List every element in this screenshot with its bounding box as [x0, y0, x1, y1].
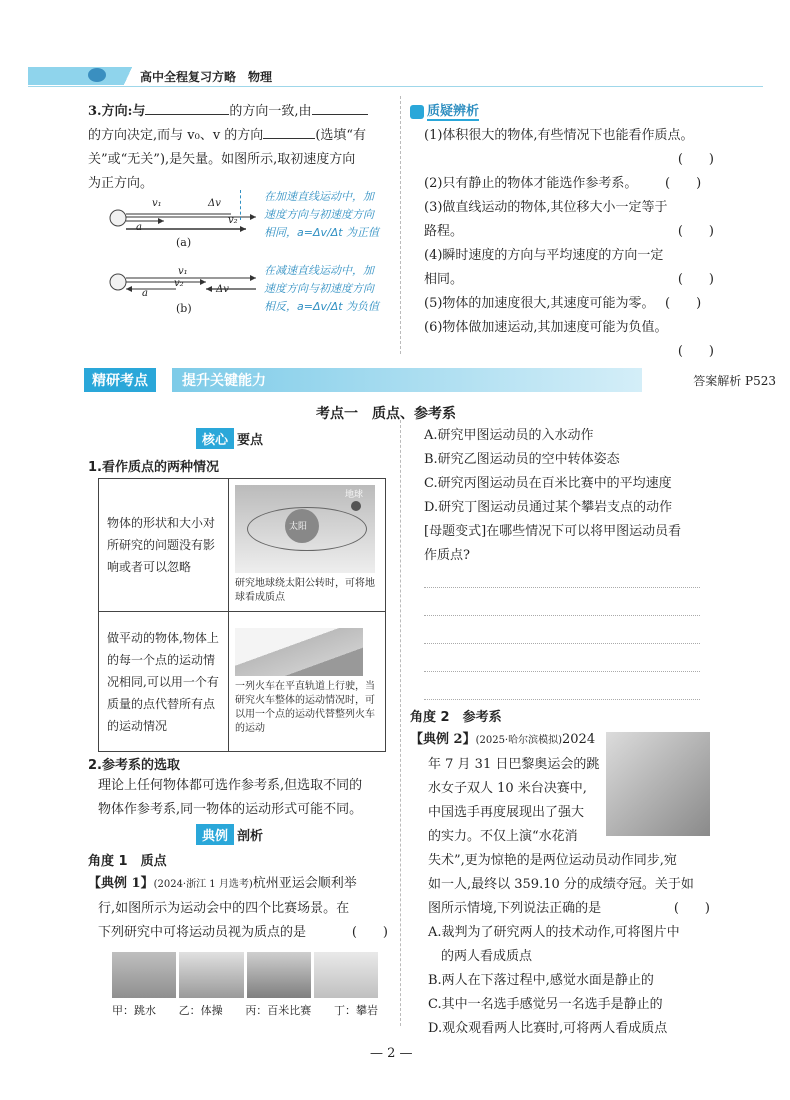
fig-a-dv: Δv [208, 198, 221, 209]
section-title: 精研考点 [84, 368, 156, 392]
heading-2: 2.参考系的选取 [88, 758, 180, 773]
example-1-options [424, 424, 714, 568]
quiz-paren[interactable]: ( ) [677, 272, 714, 287]
ex2-paren[interactable]: ( ) [673, 901, 710, 916]
quiz-paren[interactable]: ( ) [665, 176, 702, 191]
example-tag [196, 824, 263, 845]
quiz-item: (3)做直线运动的物体,其位移大小一定等于 [424, 200, 668, 215]
ex2-label: 【典例 2】 [410, 732, 476, 747]
header-divider [28, 86, 763, 87]
option-a[interactable]: A.研究甲图运动员的入水动作 [424, 428, 594, 443]
q3-block [88, 100, 393, 196]
ex2-source: (2025·哈尔滨模拟) [475, 735, 563, 746]
variant-question: 作质点? [424, 548, 470, 563]
quiz-items [424, 124, 714, 364]
quiz-paren[interactable]: ( ) [677, 224, 714, 239]
solar-orbit-image [235, 485, 375, 573]
quiz-item: (6)物体做加速运动,其加速度可能为负值。 [424, 320, 668, 335]
option-a[interactable]: A.裁判为了研究两人的技术动作,可将图片中 [428, 925, 680, 940]
fig-a-v1: v₁ [152, 198, 162, 209]
topic-title: 考点一 质点、参考系 [316, 406, 456, 422]
ex2-text: 失术”,更为惊艳的是两位运动员动作同步,宛 [428, 853, 677, 868]
quiz-title: 质疑辨析 [427, 104, 480, 119]
column-divider-top [400, 96, 401, 354]
angle-2-heading: 角度 2 参考系 [410, 710, 502, 725]
ref-frame-paragraph [98, 774, 388, 822]
table-row2-text: 做平动的物体,物体上的每一个点的运动情况相同,可以用一个有质量的点代替所有点的运动情况 [99, 612, 229, 752]
quiz-item: (2)只有静止的物体才能选作参考系。 [424, 176, 638, 191]
ex2-text: 中国选手再度展现出了强大 [428, 805, 585, 820]
q3-text-1a: 3.方向:与 [88, 104, 146, 119]
q3-text-2a: 的方向决定,而与 v₀、v 的方向 [88, 128, 264, 143]
q3-text-3: 关”或“无关”),是矢量。如图所示,取初速度方向 [88, 152, 356, 167]
quiz-item: (5)物体的加速度很大,其速度可能为零。 [424, 296, 655, 311]
section-subtitle: 提升关键能力 [172, 368, 642, 392]
ex2-text: 水女子双人 10 米台决赛中, [428, 781, 587, 796]
header-logo-icon [88, 68, 106, 82]
option-b[interactable]: B.两人在下落过程中,感觉水面是静止的 [428, 973, 654, 988]
caption-climbing: 丁：攀岩 [333, 1004, 378, 1017]
header-bar-edge [118, 67, 138, 85]
quiz-paren[interactable]: ( ) [677, 344, 714, 359]
fig-a-pointer [240, 190, 260, 220]
fig-b-v1: v₁ [178, 266, 188, 277]
caption-sprint: 丙：百米比赛 [245, 1004, 312, 1017]
ex1-source: (2024·浙江 1 月选考) [153, 879, 253, 890]
train-image [235, 628, 363, 676]
earth-label: 地球 [345, 490, 364, 500]
blank-1[interactable] [145, 101, 229, 115]
quiz-paren[interactable]: ( ) [665, 296, 702, 311]
table-row1-figure [229, 479, 386, 612]
fig-a-a: a [136, 222, 142, 233]
ex2-text: 图所示情境,下列说法正确的是 [428, 901, 602, 916]
row2-caption: 一列火车在平直轨道上行驶，当研究火车整体的运动情况时，可以用一个点的运动代替整列火车的运动 [235, 680, 375, 734]
para-line: 理论上任何物体都可选作参考系,但选取不同的 [98, 778, 363, 793]
quiz-item: (4)瞬时速度的方向与平均速度的方向一定 [424, 248, 664, 263]
fig-b-dv: Δv [216, 284, 229, 295]
fig-b-note: 在减速直线运动中，加 速度方向与初速度方向 相反，a=Δv/Δt 为负值 [264, 264, 380, 313]
table-row1-text: 物体的形状和大小对所研究的问题没有影响或者可以忽略 [99, 479, 229, 612]
ex1-text: 杭州亚运会顺利举 [252, 876, 357, 891]
sport-captions [112, 1002, 378, 1018]
column-divider-bottom [400, 420, 401, 1026]
q3-text-1b: 的方向一致,由 [229, 104, 312, 119]
page-number: — 2 — [370, 1046, 413, 1061]
q3-text-2b: (选填“有 [315, 128, 367, 143]
header-title: 高中全程复习方略 物理 [140, 70, 273, 84]
quiz-icon [410, 105, 424, 119]
ex1-text: 下列研究中可将运动员视为质点的是 [98, 925, 307, 940]
fig-a-caption: (a) [176, 236, 192, 249]
q3-text-4: 为正方向。 [88, 176, 154, 191]
option-b[interactable]: B.研究乙图运动员的空中转体姿态 [424, 452, 620, 467]
fig-a-v2: v₂ [228, 215, 238, 226]
earth-shape [351, 501, 361, 511]
core-tag-2: 要点 [237, 433, 264, 448]
blank-3[interactable] [263, 125, 315, 139]
ex2-text: 2024 [562, 732, 596, 747]
particle-table [98, 478, 386, 752]
fig-a-note: 在加速直线运动中，加 速度方向与初速度方向 相同，a=Δv/Δt 为正值 [264, 190, 380, 239]
section-header [84, 368, 776, 392]
example-1 [88, 872, 388, 945]
example-2 [410, 728, 710, 1041]
ex-tag: 典例 [196, 824, 234, 845]
sport-images [112, 952, 378, 998]
core-tag: 核心 [196, 428, 234, 449]
quiz-title-box [410, 100, 479, 119]
option-c[interactable]: C.其中一名选手感觉另一名选手是静止的 [428, 997, 663, 1012]
diving-image [112, 952, 176, 998]
caption-gymnastics: 乙：体操 [178, 1004, 223, 1017]
quiz-item: 路程。 [424, 224, 464, 239]
sprint-image [247, 952, 311, 998]
answer-reference[interactable]: 答案解析 P523 [693, 374, 776, 388]
answer-lines[interactable] [424, 560, 700, 700]
quiz-item: 相同。 [424, 272, 464, 287]
climbing-image [314, 952, 378, 998]
gymnastics-image [179, 952, 243, 998]
blank-2[interactable] [312, 101, 368, 115]
quiz-paren[interactable]: ( ) [677, 152, 714, 167]
sun-label: 太阳 [289, 522, 308, 532]
ex2-text: 如一人,最终以 359.10 分的成绩夺冠。关于如 [428, 877, 694, 892]
option-c[interactable]: C.研究丙图运动员在百米比赛中的平均速度 [424, 476, 672, 491]
fig-b-v2: v₂ [174, 278, 184, 289]
variant-question: [母题变式]在哪些情况下可以将甲图运动员看 [424, 524, 682, 539]
ex1-paren[interactable]: ( ) [351, 925, 388, 940]
heading-1: 1.看作质点的两种情况 [88, 460, 219, 475]
caption-diving: 甲：跳水 [112, 1004, 156, 1017]
angle-1-heading: 角度 1 质点 [88, 854, 167, 869]
ex2-text: 年 7 月 31 日巴黎奥运会的跳 [428, 757, 600, 772]
ex-tag-2: 剖析 [237, 829, 264, 844]
ex2-text: 的实力。不仅上演“水花消 [428, 829, 578, 844]
quiz-item: (1)体积很大的物体,有些情况下也能看作质点。 [424, 128, 694, 143]
option-d[interactable]: D.研究丁图运动员通过某个攀岩支点的动作 [424, 500, 673, 515]
row1-caption: 研究地球绕太阳公转时，可将地球看成质点 [235, 578, 375, 603]
option-a-cont: 的两人看成质点 [428, 949, 533, 964]
core-points-tag [196, 428, 263, 449]
option-d[interactable]: D.观众观看两人比赛时,可将两人看成质点 [428, 1021, 668, 1036]
fig-b-caption: (b) [176, 302, 192, 315]
para-line: 物体作参考系,同一物体的运动形式可能不同。 [98, 802, 363, 817]
table-row2-figure [229, 612, 386, 752]
ex1-text: 行,如图所示为运动会中的四个比赛场景。在 [98, 901, 350, 916]
fig-b-a: a [142, 288, 148, 299]
ex1-label: 【典例 1】 [88, 876, 154, 891]
